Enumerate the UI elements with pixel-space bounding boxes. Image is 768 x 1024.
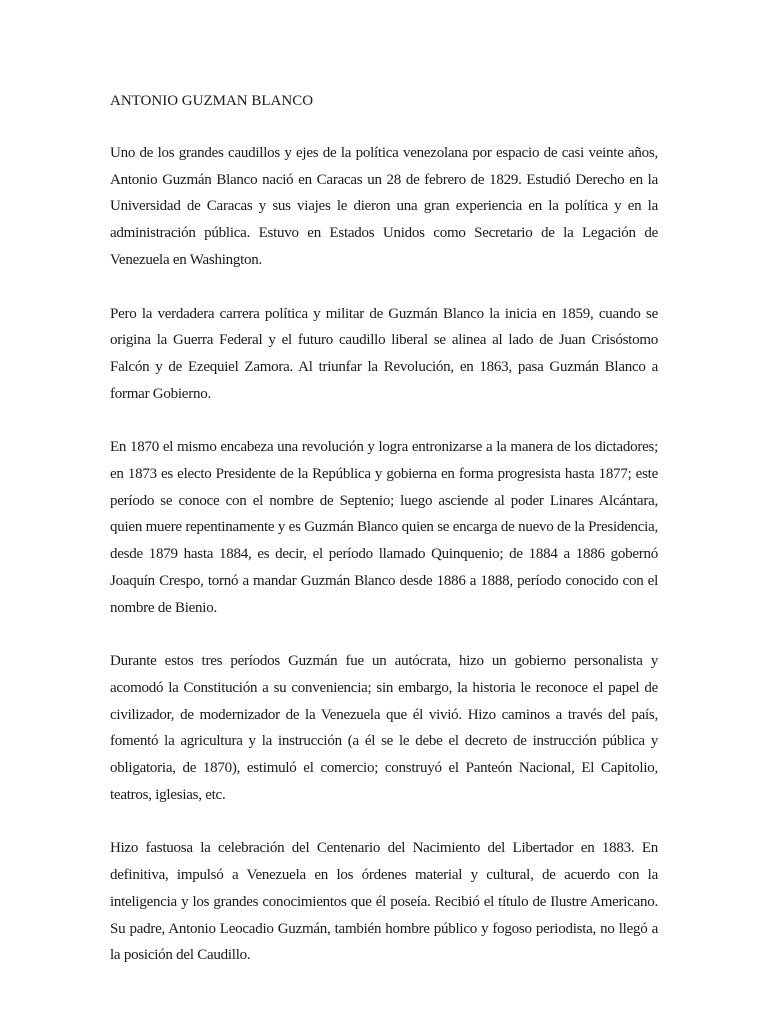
paragraph-5: Hizo fastuosa la celebración del Centenario del Nacimiento del Libertador en 1883. En definitiva, impulsó a Venezuela en los órdenes material y cultural, de acuerdo con la inteligencia y los grandes conocimientos que él poseía. Recibió el título de Ilustre Americano. Su padre, Antonio Leocadio Guzmán, también hombre público y fogoso periodista, no llegó a la posición del Caudillo. bbox=[110, 840, 658, 964]
paragraph-2: Pero la verdadera carrera política y militar de Guzmán Blanco la inicia en 1859, cuando se origina la Guerra Federal y el futuro caudillo liberal se alinea al lado de Juan Crisóstomo Falcón y de Ezequiel Zamora. Al triunfar la Revolución, en 1863, pasa Guzmán Blanco a formar Gobierno. bbox=[110, 305, 658, 402]
paragraph-3: En 1870 el mismo encabeza una revolución y logra entronizarse a la manera de los dictadores; en 1873 es electo Presidente de la República y gobierna en forma progresista hasta 1877; este período se conoce con el nombre de Septenio; luego asciende al poder Linares Alcántara, quien muere repentinamente y es Guzmán Blanco quien se encarga de nuevo de la Presidencia, desde 1879 hasta 1884, es decir, el período llamado Quinquenio; de 1884 a 1886 gobernó Joaquín Crespo, tornó a mandar Guzmán Blanco desde 1886 a 1888, período conocido con el nombre de Bienio. bbox=[110, 439, 658, 616]
document-page bbox=[110, 88, 658, 996]
paragraph-4: Durante estos tres períodos Guzmán fue un autócrata, hizo un gobierno personalista y acomodó la Constitución a su conveniencia; sin embargo, la historia le reconoce el papel de civilizador, de modernizador de la Venezuela que él vivió. Hizo caminos a través del país, fomentó la agricultura y la instrucción (a él se le debe el decreto de instrucción pública y obligatoria, de 1870), estimuló el comercio; construyó el Panteón Nacional, El Capitolio, teatros, iglesias, etc. bbox=[110, 653, 658, 803]
paragraph-1: Uno de los grandes caudillos y ejes de la política venezolana por espacio de casi veinte años, Antonio Guzmán Blanco nació en Caracas un 28 de febrero de 1829. Estudió Derecho en la Universidad de Caracas y sus viajes le dieron una gran experiencia en la política y en la administración pública. Estuvo en Estados Unidos como Secretario de la Legación de Venezuela en Washington. bbox=[110, 145, 658, 268]
document-title: ANTONIO GUZMAN BLANCO bbox=[110, 93, 314, 109]
